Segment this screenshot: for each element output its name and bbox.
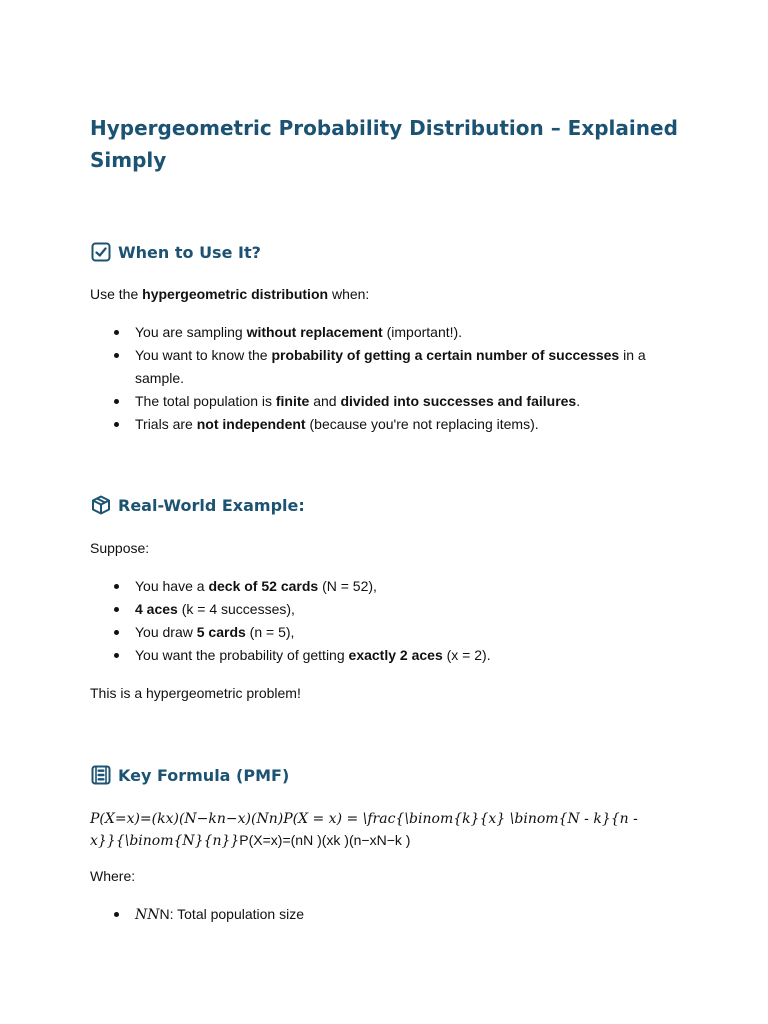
list-item: You are sampling without replacement (important!). [90,321,670,344]
list-item: You want the probability of getting exactly 2 aces (x = 2). [90,644,670,667]
when-intro: Use the hypergeometric distribution when: [90,286,370,302]
list-item: Trials are not independent (because you're not replacing items). [90,413,670,436]
package-icon [90,494,112,516]
section-heading-example [90,493,305,517]
pmf-formula [90,808,650,852]
example-intro: Suppose: [90,540,150,556]
page-title: Hypergeometric Probability Distribution – Explained Simply [90,116,678,172]
section-heading-formula [90,763,289,787]
list-item: 4 aces (k = 4 successes), [90,598,670,621]
section-heading-label: Real-World Example: [118,495,305,515]
abacus-icon [90,764,112,786]
example-list [90,575,670,667]
example-closing: This is a hypergeometric problem! [90,685,301,701]
section-heading-label: When to Use It? [118,242,261,262]
formula-latex: P(X=x)=(kx)(N−kn−x)(Nn)P(X = x) = \frac{\binom{k}{x} \binom{N - k}{n - x}}{\binom{N}{n}} [90,811,638,849]
list-item: The total population is finite and divided into successes and failures. [90,390,670,413]
formula-plain: P(X=x)=(nN )(xk )(n−xN−k ) [239,832,411,848]
when-list [90,321,670,436]
list-item: You want to know the probability of getting a certain number of successes in a sample. [90,344,670,390]
list-item: You have a deck of 52 cards (N = 52), [90,575,670,598]
section-heading-label: Key Formula (PMF) [118,765,290,785]
where-list [90,903,670,927]
checkbox-icon [90,241,112,263]
list-item: You draw 5 cards (n = 5), [90,621,670,644]
section-heading-when [90,240,261,264]
where-label: Where: [90,868,136,884]
list-item: NNN: Total population size [90,903,670,927]
